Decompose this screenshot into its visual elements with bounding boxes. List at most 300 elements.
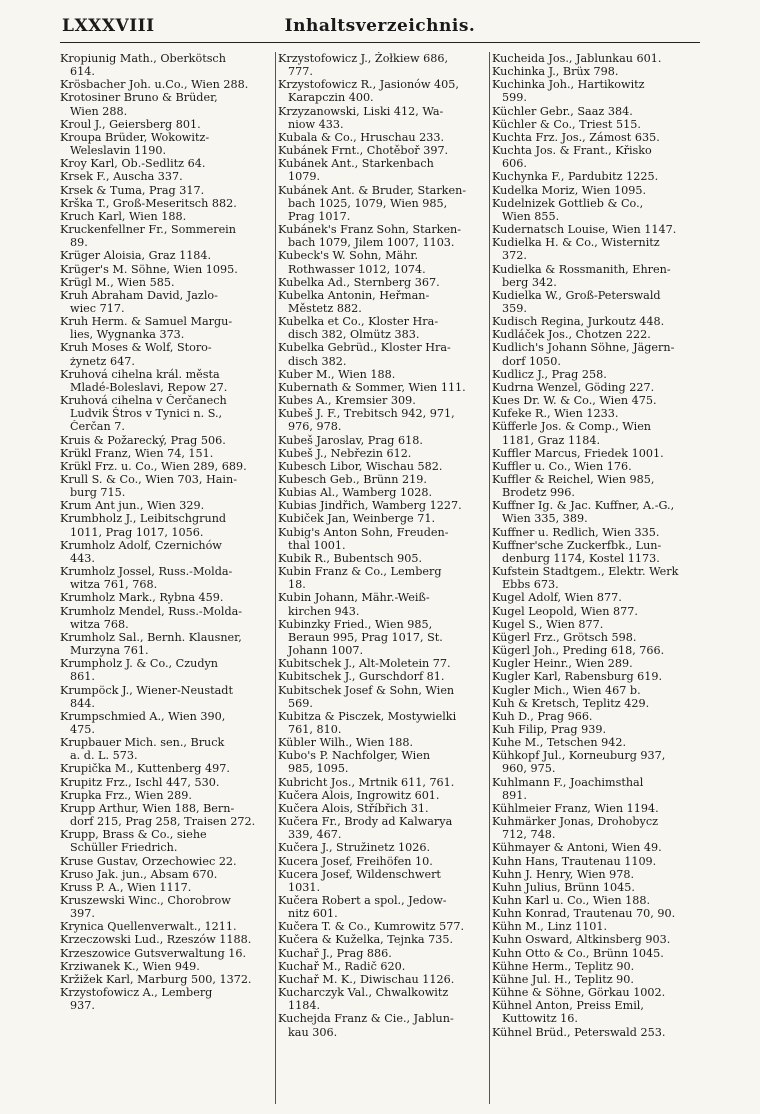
index-entry-line: Krumholz Adolf, Czernichów bbox=[60, 538, 222, 552]
index-entry-line: Krumpöck J., Wiener-Neustadt bbox=[60, 683, 233, 697]
index-entry-line: Kruhová cihelna král. města bbox=[60, 367, 220, 381]
index-entry bbox=[492, 697, 704, 710]
index-entry-line: Krupka Frz., Wien 289. bbox=[60, 788, 192, 802]
index-entry-line: Kügerl Frz., Grötsch 598. bbox=[492, 630, 637, 644]
index-entry-line: Kubernath & Sommer, Wien 111. bbox=[278, 380, 466, 394]
index-entry bbox=[278, 394, 488, 407]
index-entry-line: Kudielka & Rossmanith, Ehren- bbox=[492, 262, 671, 276]
index-entry-line: Kugel S., Wien 877. bbox=[492, 617, 604, 631]
index-entry-line: Krupp, Brass & Co., siehe bbox=[60, 828, 207, 842]
index-entry-line: Kubesch Geb., Brünn 219. bbox=[278, 473, 427, 486]
index-entry-line: Kucera Josef, Freihöfen 10. bbox=[278, 854, 433, 868]
page-title: Inhaltsverzeichnis. bbox=[284, 16, 476, 36]
index-entry bbox=[60, 170, 270, 183]
index-entry-line: Krzystofowicz J., Żołkiew 686, bbox=[278, 52, 449, 65]
index-entry bbox=[60, 762, 270, 775]
index-entry-line: Kubinzky Fried., Wien 985, bbox=[278, 617, 433, 631]
index-entry-line: Kubánek Ant., Starkenbach bbox=[278, 157, 434, 171]
index-entry-line: 1079. bbox=[288, 170, 321, 184]
index-entry bbox=[492, 710, 704, 723]
index-entry-line: Kubitschek Josef & Sohn, Wien bbox=[278, 683, 455, 697]
index-entry bbox=[278, 131, 488, 144]
index-entry-line: Kuhn Hans, Trautenau 1109. bbox=[492, 854, 657, 868]
index-entry-line: Rothwasser 1012, 1074. bbox=[288, 262, 426, 276]
index-entry bbox=[60, 473, 270, 499]
index-entry-line: witza 768. bbox=[70, 617, 129, 631]
index-entry-line: Kuchejda Franz & Cie., Jablun- bbox=[278, 1012, 454, 1026]
index-entry-line: Kruckenfellner Fr., Sommerein bbox=[60, 223, 236, 237]
index-entry-line: Kučera Fr., Brody ad Kalwarya bbox=[278, 815, 453, 829]
index-entry bbox=[278, 105, 488, 131]
index-entry-line: Kudisch Regina, Jurkoutz 448. bbox=[492, 315, 665, 329]
index-entry-line: Kuffler u. Co., Wien 176. bbox=[492, 459, 632, 473]
index-entry-line: witza 761, 768. bbox=[70, 578, 158, 592]
index-entry bbox=[60, 591, 270, 604]
index-entry-line: 18. bbox=[288, 578, 306, 592]
index-entry-line: Kubánek's Franz Sohn, Starken- bbox=[278, 223, 462, 237]
index-entry-line: Wien 335, 389. bbox=[502, 512, 588, 526]
index-entry bbox=[60, 131, 270, 157]
index-entry-line: Kruse Gustav, Orzechowiec 22. bbox=[60, 854, 237, 868]
index-entry bbox=[60, 960, 270, 973]
index-entry bbox=[60, 565, 270, 591]
index-entry-line: Karapczin 400. bbox=[288, 91, 374, 105]
index-entry bbox=[60, 789, 270, 802]
index-entry-line: bach 1025, 1079, Wien 985, bbox=[288, 196, 448, 210]
index-entry-line: Kubeš J. F., Trebitsch 942, 971, bbox=[278, 407, 455, 421]
index-entry-line: Kübler Wilh., Wien 188. bbox=[278, 736, 414, 750]
index-entry bbox=[492, 894, 704, 907]
index-entry-line: Kuhn Osward, Altkinsberg 903. bbox=[492, 933, 671, 947]
index-entry bbox=[60, 986, 270, 1012]
index-entry-line: Kubin Franz & Co., Lemberg bbox=[278, 565, 442, 579]
index-entry bbox=[492, 526, 704, 539]
index-entry-line: Kuh D., Prag 966. bbox=[492, 709, 593, 723]
index-entry-line: Kruh Moses & Wolf, Storo- bbox=[60, 341, 212, 355]
index-entry-line: Kubeš Jaroslav, Prag 618. bbox=[278, 433, 423, 447]
index-entry bbox=[492, 947, 704, 960]
index-entry-line: Kubik R., Bubentsch 905. bbox=[278, 551, 423, 565]
index-entry-line: 614. bbox=[70, 65, 95, 79]
index-entry-line: Kudelka Moriz, Wien 1095. bbox=[492, 183, 647, 197]
index-entry bbox=[492, 855, 704, 868]
index-entry bbox=[60, 118, 270, 131]
index-entry bbox=[492, 644, 704, 657]
index-entry-line: Kudlicz J., Prag 258. bbox=[492, 367, 607, 381]
index-entry bbox=[60, 368, 270, 394]
index-entry-line: Kühne Herm., Teplitz 90. bbox=[492, 959, 635, 973]
page-number: LXXXVIII bbox=[62, 16, 155, 36]
index-entry-line: Kühkopf Jul., Korneuburg 937, bbox=[492, 749, 666, 763]
index-entry bbox=[60, 447, 270, 460]
index-entry bbox=[492, 986, 704, 999]
index-entry-line: Kugel Leopold, Wien 877. bbox=[492, 604, 638, 618]
index-entry bbox=[492, 907, 704, 920]
index-entry bbox=[492, 841, 704, 854]
index-entry bbox=[60, 855, 270, 868]
index-entry bbox=[278, 78, 488, 104]
index-entry bbox=[278, 933, 488, 946]
index-entry-line: Krška T., Groß-Meseritsch 882. bbox=[60, 196, 237, 210]
index-entry-line: Krükl Frz. u. Co., Wien 289, 689. bbox=[60, 459, 247, 473]
index-entry bbox=[492, 368, 704, 381]
index-entry-line: Kuchař J., Prag 886. bbox=[278, 946, 392, 960]
index-entry-line: Kudelnizek Gottlieb & Co., bbox=[492, 196, 644, 210]
index-entry bbox=[60, 52, 270, 78]
index-entry bbox=[60, 828, 270, 854]
index-entry bbox=[278, 960, 488, 973]
index-column-2 bbox=[275, 52, 488, 1104]
index-entry-line: Kügerl Joh., Preding 618, 766. bbox=[492, 644, 665, 658]
index-entry-line: 372. bbox=[502, 249, 527, 263]
index-entry bbox=[492, 236, 704, 262]
index-entry bbox=[492, 631, 704, 644]
index-entry bbox=[492, 960, 704, 973]
index-entry bbox=[60, 802, 270, 828]
index-entry-line: 1184. bbox=[288, 999, 321, 1013]
index-entry bbox=[278, 381, 488, 394]
index-entry-line: Kuchař M. K., Diwischau 1126. bbox=[278, 972, 455, 986]
index-entry bbox=[492, 473, 704, 499]
index-entry bbox=[278, 565, 488, 591]
index-entry-line: Kudlich's Johann Söhne, Jägern- bbox=[492, 341, 675, 355]
index-entry bbox=[60, 394, 270, 433]
index-entry bbox=[278, 868, 488, 894]
index-entry-line: Kučera & Kuželka, Tejnka 735. bbox=[278, 933, 454, 947]
index-entry-line: Krösbacher Joh. u.Co., Wien 288. bbox=[60, 78, 249, 92]
index-entry bbox=[278, 776, 488, 789]
index-entry-line: Kubias Jindřich, Wamberg 1227. bbox=[278, 499, 462, 513]
index-entry bbox=[492, 328, 704, 341]
index-entry bbox=[492, 657, 704, 670]
index-entry-line: 976, 978. bbox=[288, 420, 342, 434]
index-entry bbox=[60, 947, 270, 960]
index-entry-line: Kruhová cihelna v Čerčanech bbox=[60, 394, 227, 408]
index-entry bbox=[278, 802, 488, 815]
index-entry-line: Wien 855. bbox=[502, 209, 560, 223]
index-entry-line: Krzystofowicz R., Jasionów 405, bbox=[278, 78, 459, 92]
index-entry-line: Kuffner'sche Zuckerfbk., Lun- bbox=[492, 538, 662, 552]
index-entry bbox=[60, 263, 270, 276]
index-entry bbox=[60, 539, 270, 565]
index-entry-line: 359. bbox=[502, 301, 527, 315]
index-entry bbox=[492, 815, 704, 841]
index-entry-line: 606. bbox=[502, 157, 527, 171]
index-entry-line: Krumholz Sal., Bernh. Klausner, bbox=[60, 630, 242, 644]
index-entry-line: Kuhn Konrad, Trautenau 70, 90. bbox=[492, 907, 676, 921]
index-entry-line: disch 382. bbox=[288, 354, 347, 368]
index-entry bbox=[492, 499, 704, 525]
index-entry-line: nitz 601. bbox=[288, 907, 338, 921]
index-entry bbox=[278, 618, 488, 657]
index-entry-line: Ebbs 673. bbox=[502, 578, 559, 592]
index-entry-line: Kržižek Karl, Marburg 500, 1372. bbox=[60, 972, 252, 986]
index-entry bbox=[492, 223, 704, 236]
index-entry-line: 599. bbox=[502, 91, 527, 105]
index-entry-line: Beraun 995, Prag 1017, St. bbox=[288, 630, 443, 644]
index-entry bbox=[60, 973, 270, 986]
index-entry-line: Kruis & Požarecký, Prag 506. bbox=[60, 433, 226, 447]
index-entry bbox=[492, 999, 704, 1025]
index-entry-line: disch 382, Olmütz 383. bbox=[288, 328, 420, 342]
index-entry-line: Krum Ant jun., Wien 329. bbox=[60, 499, 205, 513]
index-entry-line: Kubitza & Pisczek, Mostywielki bbox=[278, 709, 457, 723]
index-entry bbox=[278, 841, 488, 854]
index-entry-line: Krsek F., Auscha 337. bbox=[60, 170, 183, 184]
index-entry bbox=[278, 973, 488, 986]
index-entry-line: Krüger's M. Söhne, Wien 1095. bbox=[60, 262, 238, 276]
index-entry-line: Krükl Franz, Wien 74, 151. bbox=[60, 446, 214, 460]
index-entry-line: Kubelka Gebrüd., Kloster Hra- bbox=[278, 341, 451, 355]
index-entry bbox=[60, 184, 270, 197]
index-entry-line: Kugler Karl, Rabensburg 619. bbox=[492, 670, 663, 684]
index-entry-line: 960, 975. bbox=[502, 762, 556, 776]
index-entry-line: Kubes A., Kremsier 309. bbox=[278, 394, 416, 408]
index-entry bbox=[278, 736, 488, 749]
index-entry bbox=[492, 341, 704, 367]
index-entry bbox=[60, 460, 270, 473]
index-entry-line: Kučera Alois, Ingrowitz 601. bbox=[278, 788, 440, 802]
index-entry bbox=[492, 447, 704, 460]
index-entry bbox=[278, 670, 488, 683]
index-entry bbox=[278, 486, 488, 499]
index-entry-line: Kuchař M., Radič 620. bbox=[278, 959, 406, 973]
index-entry-line: Kucharczyk Val., Chwalkowitz bbox=[278, 986, 449, 1000]
index-entry bbox=[278, 591, 488, 617]
index-entry-line: Kühne & Söhne, Görkau 1002. bbox=[492, 986, 666, 1000]
index-entry bbox=[60, 881, 270, 894]
index-entry-line: 777. bbox=[288, 65, 313, 79]
index-entry-line: Kudielka W., Groß-Peterswald bbox=[492, 288, 661, 302]
index-entry bbox=[60, 91, 270, 117]
index-entry bbox=[492, 868, 704, 881]
index-entry bbox=[278, 526, 488, 552]
index-entry bbox=[278, 223, 488, 249]
index-entry-line: Kučera J., Stružinetz 1026. bbox=[278, 841, 431, 855]
index-entry-line: Krotosiner Bruno & Brüder, bbox=[60, 91, 218, 105]
index-entry-line: Krzyzanowski, Liski 412, Wa- bbox=[278, 104, 444, 118]
index-entry-line: Kues Dr. W. & Co., Wien 475. bbox=[492, 394, 657, 408]
index-entry bbox=[278, 920, 488, 933]
index-entry-line: Kugel Adolf, Wien 877. bbox=[492, 591, 622, 605]
index-entry-line: Küchler & Co., Triest 515. bbox=[492, 117, 641, 131]
index-entry bbox=[492, 670, 704, 683]
index-entry-line: Kudielka H. & Co., Wisternitz bbox=[492, 236, 660, 250]
index-entry-line: Kuffner u. Redlich, Wien 335. bbox=[492, 525, 660, 539]
index-entry bbox=[492, 394, 704, 407]
index-entry bbox=[492, 289, 704, 315]
index-entry-line: 985, 1095. bbox=[288, 762, 349, 776]
index-entry bbox=[60, 276, 270, 289]
index-entry-line: Kuchta Frz. Jos., Zámost 635. bbox=[492, 130, 660, 144]
index-entry-line: Krumbholz J., Leibitschgrund bbox=[60, 512, 227, 526]
index-entry bbox=[278, 407, 488, 433]
index-entry-line: Kuh & Kretsch, Teplitz 429. bbox=[492, 696, 650, 710]
index-entry-line: Kuchta Jos. & Frant., Křisko bbox=[492, 144, 652, 158]
index-entry bbox=[492, 144, 704, 170]
index-entry-line: Kubelka Antonin, Heřman- bbox=[278, 288, 430, 302]
index-entry-line: 1011, Prag 1017, 1056. bbox=[70, 525, 204, 539]
index-entry-line: Krupitz Frz., Ischl 447, 530. bbox=[60, 775, 220, 789]
index-entry-line: Kühn M., Linz 1101. bbox=[492, 920, 608, 934]
index-entry-line: 861. bbox=[70, 670, 95, 684]
index-entry bbox=[60, 157, 270, 170]
index-entry-line: Kuber M., Wien 188. bbox=[278, 367, 396, 381]
index-entry-line: Kuffler & Reichel, Wien 985, bbox=[492, 473, 655, 486]
index-entry-line: Mladé-Boleslavi, Repow 27. bbox=[70, 380, 228, 394]
index-entry-line: Krzeszowice Gutsverwaltung 16. bbox=[60, 946, 247, 960]
index-entry bbox=[492, 565, 704, 591]
index-entry bbox=[278, 460, 488, 473]
index-entry bbox=[278, 499, 488, 512]
index-entry-line: Kuhlmann F., Joachimsthal bbox=[492, 775, 644, 789]
index-entry-line: Kruszewski Winc., Chorobrow bbox=[60, 894, 231, 907]
index-entry-line: Krumpschmied A., Wien 390, bbox=[60, 709, 226, 723]
index-entry-line: Kubias Al., Wamberg 1028. bbox=[278, 486, 433, 500]
index-entry-line: Kubala & Co., Hruschau 233. bbox=[278, 130, 445, 144]
index-entry bbox=[60, 289, 270, 315]
index-entry bbox=[492, 407, 704, 420]
index-columns bbox=[60, 52, 704, 1104]
index-entry bbox=[60, 776, 270, 789]
index-entry bbox=[492, 802, 704, 815]
index-entry bbox=[492, 420, 704, 446]
index-entry bbox=[492, 723, 704, 736]
index-entry-line: Kudernatsch Louise, Wien 1147. bbox=[492, 223, 677, 237]
index-entry-line: Krumpholz J. & Co., Czudyn bbox=[60, 657, 219, 671]
index-entry bbox=[278, 894, 488, 920]
index-entry-line: Kubin Johann, Mähr.-Weiß- bbox=[278, 591, 430, 605]
index-entry-line: Kroul J., Geiersberg 801. bbox=[60, 117, 201, 131]
index-entry-line: kirchen 943. bbox=[288, 604, 360, 618]
index-entry bbox=[60, 197, 270, 210]
index-entry bbox=[278, 341, 488, 367]
index-entry bbox=[492, 263, 704, 289]
index-entry-line: Kuffner Ig. & Jac. Kuffner, A.-G., bbox=[492, 499, 675, 513]
index-entry-line: Kubitschek J., Alt-Moletein 77. bbox=[278, 657, 451, 671]
index-entry bbox=[492, 933, 704, 946]
index-entry bbox=[60, 920, 270, 933]
index-entry bbox=[278, 657, 488, 670]
index-entry-line: Prag 1017. bbox=[288, 209, 351, 223]
index-entry-line: Kuchinka J., Brüx 798. bbox=[492, 65, 619, 79]
index-entry-line: Brodetz 996. bbox=[502, 486, 575, 500]
index-entry-line: Kroy Karl, Ob.-Sedlitz 64. bbox=[60, 157, 206, 171]
index-entry-line: Krüger Aloisia, Graz 1184. bbox=[60, 249, 212, 263]
index-entry-line: Krupička M., Kuttenberg 497. bbox=[60, 762, 230, 776]
index-entry bbox=[492, 776, 704, 802]
index-entry bbox=[278, 512, 488, 525]
index-entry-line: Kucheida Jos., Jablunkau 601. bbox=[492, 52, 662, 65]
index-entry-line: 761, 810. bbox=[288, 722, 342, 736]
index-entry-line: Kubeš J., Nebřezin 612. bbox=[278, 446, 412, 460]
index-entry-line: Kuttowitz 16. bbox=[502, 1012, 578, 1026]
index-entry bbox=[60, 210, 270, 223]
index-entry-line: Krumholz Jossel, Russ.-Molda- bbox=[60, 565, 233, 579]
index-entry bbox=[492, 749, 704, 775]
index-entry-line: wiec 717. bbox=[70, 301, 125, 315]
index-entry bbox=[278, 315, 488, 341]
index-entry-line: Kruso Jak. jun., Absam 670. bbox=[60, 867, 218, 881]
index-entry-line: Kubeck's W. Sohn, Mähr. bbox=[278, 249, 419, 263]
index-entry bbox=[278, 1012, 488, 1038]
index-entry-line: Kuh Filip, Prag 939. bbox=[492, 722, 607, 736]
index-entry bbox=[278, 368, 488, 381]
index-entry-line: Kubánek Ant. & Bruder, Starken- bbox=[278, 183, 467, 197]
index-entry-line: 937. bbox=[70, 999, 95, 1013]
index-entry-line: Krzystofowicz A., Lemberg bbox=[60, 986, 213, 1000]
index-entry-line: Kuhe M., Tetschen 942. bbox=[492, 736, 627, 750]
index-entry-line: Kubitschek J., Gurschdorf 81. bbox=[278, 670, 445, 684]
index-entry bbox=[60, 631, 270, 657]
index-entry-line: 475. bbox=[70, 722, 95, 736]
index-entry bbox=[492, 973, 704, 986]
index-entry-line: Kučera Robert a spol., Jedow- bbox=[278, 894, 447, 907]
index-entry-line: kau 306. bbox=[288, 1025, 338, 1039]
index-entry bbox=[492, 684, 704, 697]
index-entry-line: 569. bbox=[288, 696, 313, 710]
index-entry-line: lies, Wygnanka 373. bbox=[70, 328, 185, 342]
index-entry-line: Městetz 882. bbox=[288, 301, 362, 315]
index-entry-line: Kühnel Anton, Preiss Emil, bbox=[492, 999, 644, 1013]
index-entry-line: Kühne Jul. H., Teplitz 90. bbox=[492, 972, 634, 986]
index-entry-line: Kubo's P. Nachfolger, Wien bbox=[278, 749, 431, 763]
index-entry bbox=[492, 118, 704, 131]
index-entry bbox=[278, 276, 488, 289]
index-entry bbox=[60, 868, 270, 881]
index-entry-line: dorf 1050. bbox=[502, 354, 561, 368]
index-entry-line: 891. bbox=[502, 788, 527, 802]
index-entry-line: Kuhn Julius, Brünn 1045. bbox=[492, 880, 635, 894]
index-entry-line: Kudláček Jos., Chotzen 222. bbox=[492, 328, 651, 342]
index-entry-line: Krziwanek K., Wien 949. bbox=[60, 959, 200, 973]
index-entry-line: Kuhn J. Henry, Wien 978. bbox=[492, 867, 635, 881]
index-entry bbox=[278, 815, 488, 841]
index-entry bbox=[278, 684, 488, 710]
index-entry bbox=[492, 105, 704, 118]
index-entry-line: 1031. bbox=[288, 880, 321, 894]
index-entry-line: Kufstein Stadtgem., Elektr. Werk bbox=[492, 565, 679, 579]
index-entry bbox=[492, 618, 704, 631]
index-entry-line: Krumholz Mendel, Russ.-Molda- bbox=[60, 604, 243, 618]
index-entry-line: bach 1079, Jilem 1007, 1103. bbox=[288, 236, 455, 250]
index-entry bbox=[492, 184, 704, 197]
index-entry bbox=[278, 157, 488, 183]
index-entry-line: Weleslavin 1190. bbox=[70, 144, 167, 158]
index-entry bbox=[492, 315, 704, 328]
index-entry bbox=[492, 460, 704, 473]
index-entry-line: Wien 288. bbox=[70, 104, 128, 118]
index-entry bbox=[492, 605, 704, 618]
index-entry-line: Kühnel Brüd., Peterswald 253. bbox=[492, 1025, 666, 1039]
index-entry-line: 712, 748. bbox=[502, 828, 556, 842]
index-entry bbox=[60, 223, 270, 249]
index-entry bbox=[60, 315, 270, 341]
index-entry-line: Kubig's Anton Sohn, Freuden- bbox=[278, 525, 449, 539]
index-entry bbox=[278, 947, 488, 960]
index-entry bbox=[278, 249, 488, 275]
index-entry bbox=[492, 591, 704, 604]
index-entry-line: Krügl M., Wien 585. bbox=[60, 275, 175, 289]
index-column-1 bbox=[60, 52, 270, 1104]
index-entry-line: 397. bbox=[70, 907, 95, 921]
index-entry-line: denburg 1174, Kostel 1173. bbox=[502, 551, 660, 565]
index-entry bbox=[278, 552, 488, 565]
index-entry-line: berg 342. bbox=[502, 275, 557, 289]
index-entry bbox=[492, 539, 704, 565]
index-entry bbox=[278, 473, 488, 486]
index-entry bbox=[492, 1026, 704, 1039]
